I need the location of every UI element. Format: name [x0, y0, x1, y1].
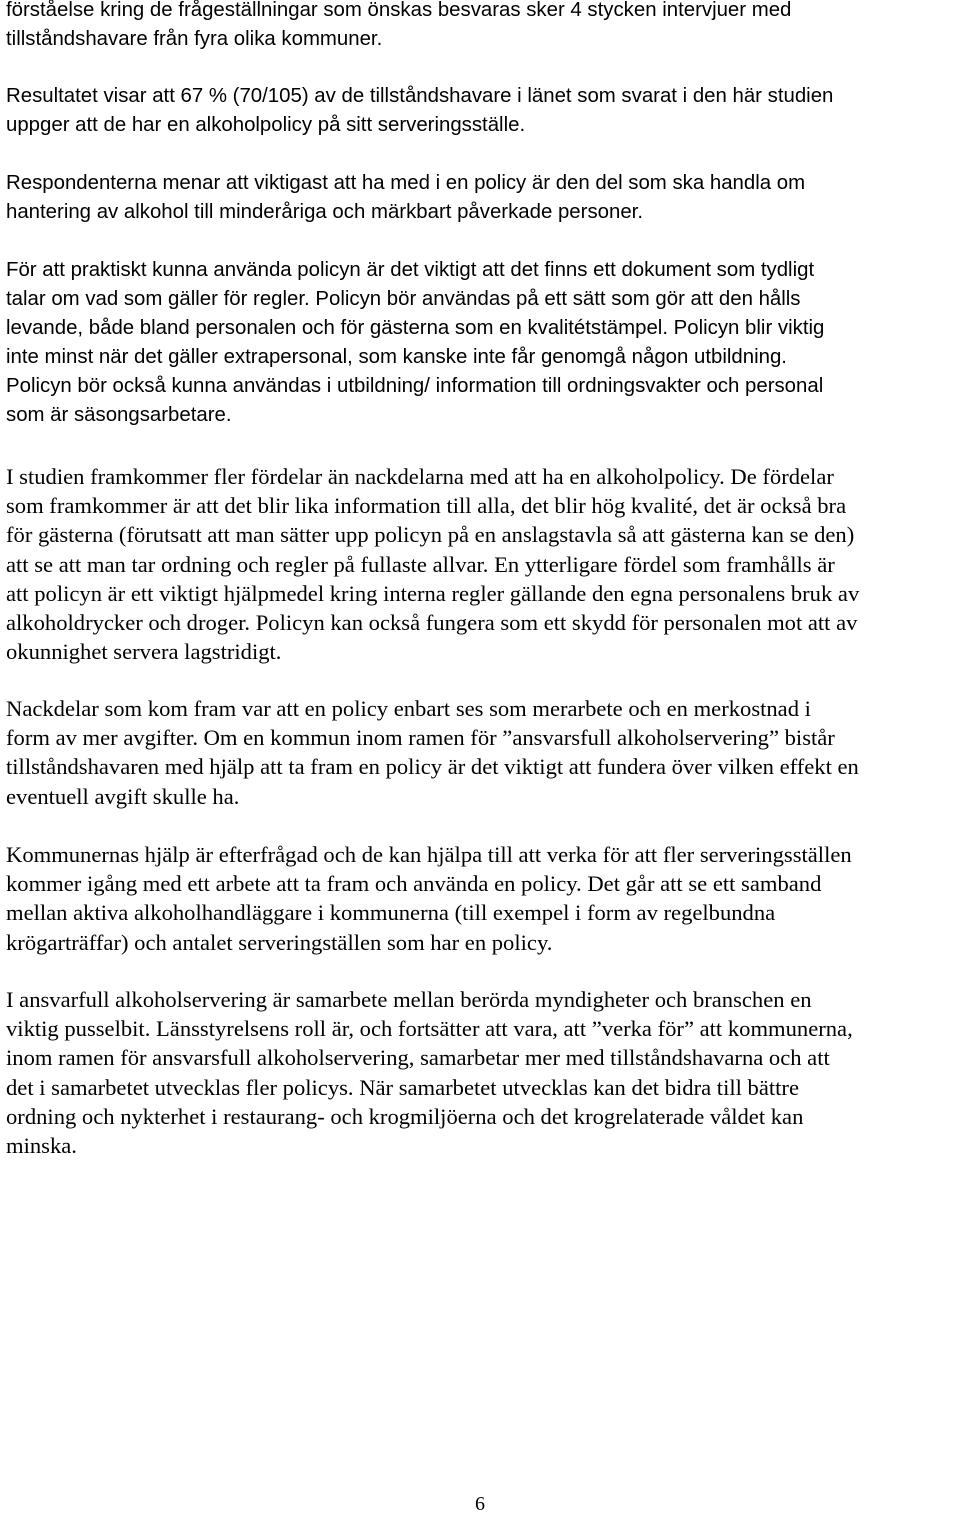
text-line: som är säsongsarbetare. — [6, 404, 232, 426]
text-line: form av mer avgifter. Om en kommun inom ramen för ”ansvarsfull alkoholservering” bistår — [6, 725, 835, 751]
paragraph-result — [6, 82, 833, 140]
page-number: 6 — [475, 1493, 485, 1515]
paragraph-respondents — [6, 169, 805, 227]
text-line: mellan aktiva alkoholhandläggare i kommunerna (till exempel i form av regelbundna — [6, 900, 776, 926]
text-line: inom ramen för ansvarsfull alkoholservering, samarbetar mer med tillståndshavarna och att — [6, 1045, 830, 1071]
text-line: viktig pusselbit. Länsstyrelsens roll är, och fortsätter att vara, att ”verka för” att kommunerna, — [6, 1016, 853, 1042]
text-line: I ansvarfull alkoholservering är samarbete mellan berörda myndigheter och branschen en — [6, 987, 812, 1012]
paragraph-cooperation — [6, 985, 853, 1160]
text-line: talar om vad som gäller för regler. Policyn bör användas på ett sätt som gör att den hålls — [6, 288, 801, 310]
text-line: Respondenterna menar att viktigast att ha med i en policy är den del som ska handla om — [6, 172, 806, 194]
text-line: kommer igång med ett arbete att ta fram och använda en policy. Det går att se ett samband — [6, 871, 822, 897]
paragraph-municipal-help — [6, 840, 852, 957]
text-line: I studien framkommer fler fördelar än nackdelarna med att ha en alkoholpolicy. De fördelar — [6, 464, 834, 489]
text-line: okunnighet servera lagstridigt. — [6, 639, 282, 665]
text-line: eventuell avgift skulle ha. — [6, 783, 240, 809]
text-line: levande, både bland personalen och för gästerna som en kvalitétstämpel. Policyn blir viktig — [6, 317, 825, 339]
text-line: som framkommer är att det blir lika information till alla, det blir hög kvalité, det är också bra — [6, 493, 847, 519]
text-line: inte minst när det gäller extrapersonal, som kanske inte får genomgå någon utbildning. — [6, 346, 787, 368]
text-line: Kommunernas hjälp är efterfrågad och de kan hjälpa till att verka för att fler serveringsställen — [6, 842, 852, 867]
text-line: att se att man tar ordning och regler på fullaste allvar. En ytterligare fördel som framhålls är — [6, 551, 835, 577]
text-line: förståelse kring de frågeställningar som önskas besvaras sker 4 stycken intervjuer med — [6, 0, 792, 21]
text-line: ordning och nykterhet i restaurang- och krogmiljöerna och det krogrelaterade våldet kan — [6, 1103, 804, 1129]
paragraph-advantages — [6, 462, 859, 666]
text-line: För att praktiskt kunna använda policyn är det viktigt att det finns ett dokument som tydligt — [6, 259, 815, 281]
text-line: Policyn bör också kunna användas i utbildning/ information till ordningsvakter och personal — [6, 375, 824, 397]
text-line: uppger att de har en alkoholpolicy på sitt serveringsställe. — [6, 114, 526, 136]
text-line: minska. — [6, 1133, 77, 1159]
text-line: Resultatet visar att 67 % (70/105) av de tillståndshavare i länet som svarat i den här studien — [6, 85, 834, 107]
text-line: tillståndshavare från fyra olika kommuner. — [6, 28, 383, 50]
paragraph-intro-continuation — [6, 0, 791, 54]
text-line: hantering av alkohol till minderåriga och märkbart påverkade personer. — [6, 201, 643, 223]
text-line: det i samarbetet utvecklas fler policys. När samarbetet utvecklas kan det bidra till bättre — [6, 1074, 799, 1100]
paragraph-disadvantages — [6, 694, 859, 811]
text-line: för gästerna (förutsatt att man sätter upp policyn på en anslagstavla så att gästerna kan se den) — [6, 522, 855, 548]
text-line: Nackdelar som kom fram var att en policy enbart ses som merarbete och en merkostnad i — [6, 696, 811, 721]
text-line: alkoholdrycker och droger. Policyn kan också fungera som ett skydd för personalen mot att av — [6, 610, 858, 636]
paragraph-practical-use — [6, 256, 824, 430]
text-line: tillståndshavaren med hjälp att ta fram en policy är det viktigt att fundera över vilken effekt en — [6, 754, 859, 780]
text-line: krögarträffar) och antalet serveringställen som har en policy. — [6, 929, 553, 955]
text-line: att policyn är ett viktigt hjälpmedel kring interna regler gällande den egna personalens bruk av — [6, 580, 860, 606]
